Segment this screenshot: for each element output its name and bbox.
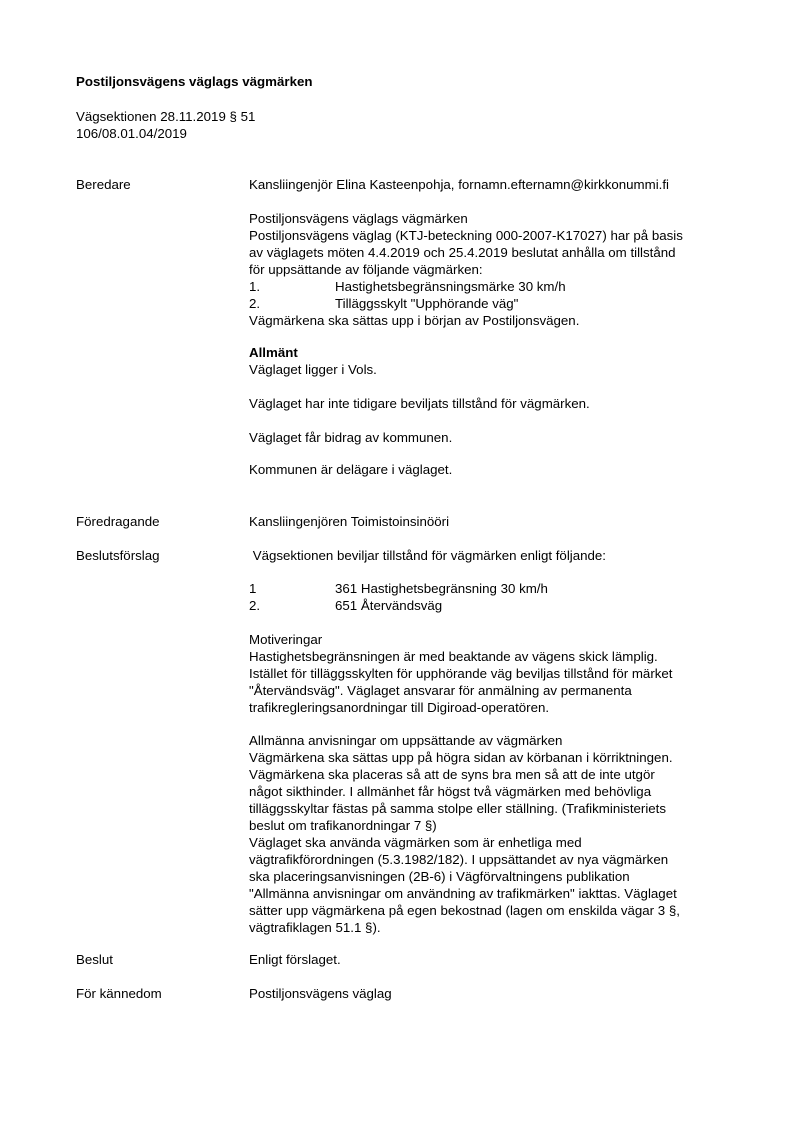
- beslutsforslag-intro: Vägsektionen beviljar tillstånd för vägmärken enligt följande:: [249, 548, 607, 563]
- for-kannedom-value: Postiljonsvägens väglag: [249, 986, 392, 1001]
- closing-line: Vägmärkena ska sättas upp i början av Postiljonsvägen.: [249, 313, 580, 328]
- motivation-line: "Återvändsväg". Väglaget ansvarar för anmälning av permanenta: [249, 683, 632, 698]
- intro-line: Postiljonsvägens väglags vägmärken: [249, 211, 468, 226]
- instructions-section: [249, 732, 680, 936]
- instructions-line: Vägmärkena ska sättas upp på högra sidan av körbanan i körriktningen.: [249, 750, 673, 765]
- motivation-line: Hastighetsbegränsningen är med beaktande av vägens skick lämplig.: [249, 649, 658, 664]
- instructions-line: "Allmänna anvisningar om användning av trafikmärken" iakttas. Väglaget: [249, 886, 677, 901]
- foredragande-label: Föredragande: [76, 514, 160, 529]
- case-number: 106/08.01.04/2019: [76, 126, 187, 141]
- beredare-label: Beredare: [76, 177, 131, 192]
- list-text: Tilläggsskylt "Upphörande väg": [335, 296, 519, 311]
- intro-line: för uppsättande av följande vägmärken:: [249, 262, 483, 277]
- general-section: [249, 344, 377, 378]
- instructions-line: Väglaget ska använda vägmärken som är enhetliga med: [249, 835, 582, 850]
- general-heading: Allmänt: [249, 345, 298, 360]
- beslutsforslag-label: Beslutsförslag: [76, 548, 160, 563]
- instructions-line: något sikthinder. I allmänhet får högst två vägmärken med behövliga: [249, 784, 652, 799]
- list-number: 1: [249, 581, 257, 596]
- general-paragraph: Väglaget får bidrag av kommunen.: [249, 430, 453, 445]
- general-paragraph: Väglaget ligger i Vols.: [249, 362, 377, 377]
- list-text: Hastighetsbegränsningsmärke 30 km/h: [335, 279, 566, 294]
- for-kannedom-label: För kännedom: [76, 986, 162, 1001]
- instructions-line: tilläggsskyltar fästas på samma stolpe eller ställning. (Trafikministeriets: [249, 801, 667, 816]
- meeting-reference: Vägsektionen 28.11.2019 § 51: [76, 109, 256, 124]
- instructions-line: beslut om trafikanordningar 7 §): [249, 818, 437, 833]
- beredare-person: Kansliingenjör Elina Kasteenpohja, fornamn.efternamn@kirkkonummi.fi: [249, 177, 670, 192]
- list-item: [249, 295, 683, 312]
- motivation-line: Istället för tilläggsskylten för upphörande väg beviljas tillstånd för märket: [249, 666, 673, 681]
- motivation-section: [249, 631, 673, 716]
- list-item: [249, 597, 548, 614]
- list-item: [249, 580, 548, 597]
- motivation-line: Motiveringar: [249, 632, 323, 647]
- list-number: 1.: [249, 279, 261, 294]
- beslut-value: Enligt förslaget.: [249, 952, 341, 967]
- list-text: 361 Hastighetsbegränsning 30 km/h: [335, 581, 548, 596]
- instructions-line: vägtrafiklagen 51.1 §).: [249, 920, 381, 935]
- document-title: Postiljonsvägens väglags vägmärken: [76, 74, 313, 89]
- beslutsforslag-list: [249, 580, 548, 614]
- intro-line: Postiljonsvägens väglag (KTJ-beteckning 000-2007-K17027) har på basis: [249, 228, 683, 243]
- motivation-line: trafikregleringsanordningar till Digiroad-operatören.: [249, 700, 550, 715]
- intro-line: av väglagets möten 4.4.2019 och 25.4.2019 beslutat anhålla om tillstånd: [249, 245, 676, 260]
- foredragande-value: Kansliingenjören Toimistoinsinööri: [249, 514, 450, 529]
- instructions-line: ska placeringsanvisningen (2B-6) i Vägförvaltningens publikation: [249, 869, 630, 884]
- general-paragraph: Väglaget har inte tidigare beviljats tillstånd för vägmärken.: [249, 396, 590, 411]
- beslut-label: Beslut: [76, 952, 113, 967]
- list-number: 2.: [249, 296, 261, 311]
- beredare-intro: [249, 210, 683, 329]
- list-item: [249, 278, 683, 295]
- list-text: 651 Återvändsväg: [335, 598, 443, 613]
- instructions-line: Vägmärkena ska placeras så att de syns bra men så att de inte utgör: [249, 767, 655, 782]
- instructions-line: vägtrafikförordningen (5.3.1982/182). I uppsättandet av nya vägmärken: [249, 852, 669, 867]
- list-number: 2.: [249, 598, 261, 613]
- instructions-line: sätter upp vägmärkena på egen bekostnad (lagen om enskilda vägar 3 §,: [249, 903, 680, 918]
- general-paragraph: Kommunen är delägare i väglaget.: [249, 462, 453, 477]
- instructions-line: Allmänna anvisningar om uppsättande av vägmärken: [249, 733, 563, 748]
